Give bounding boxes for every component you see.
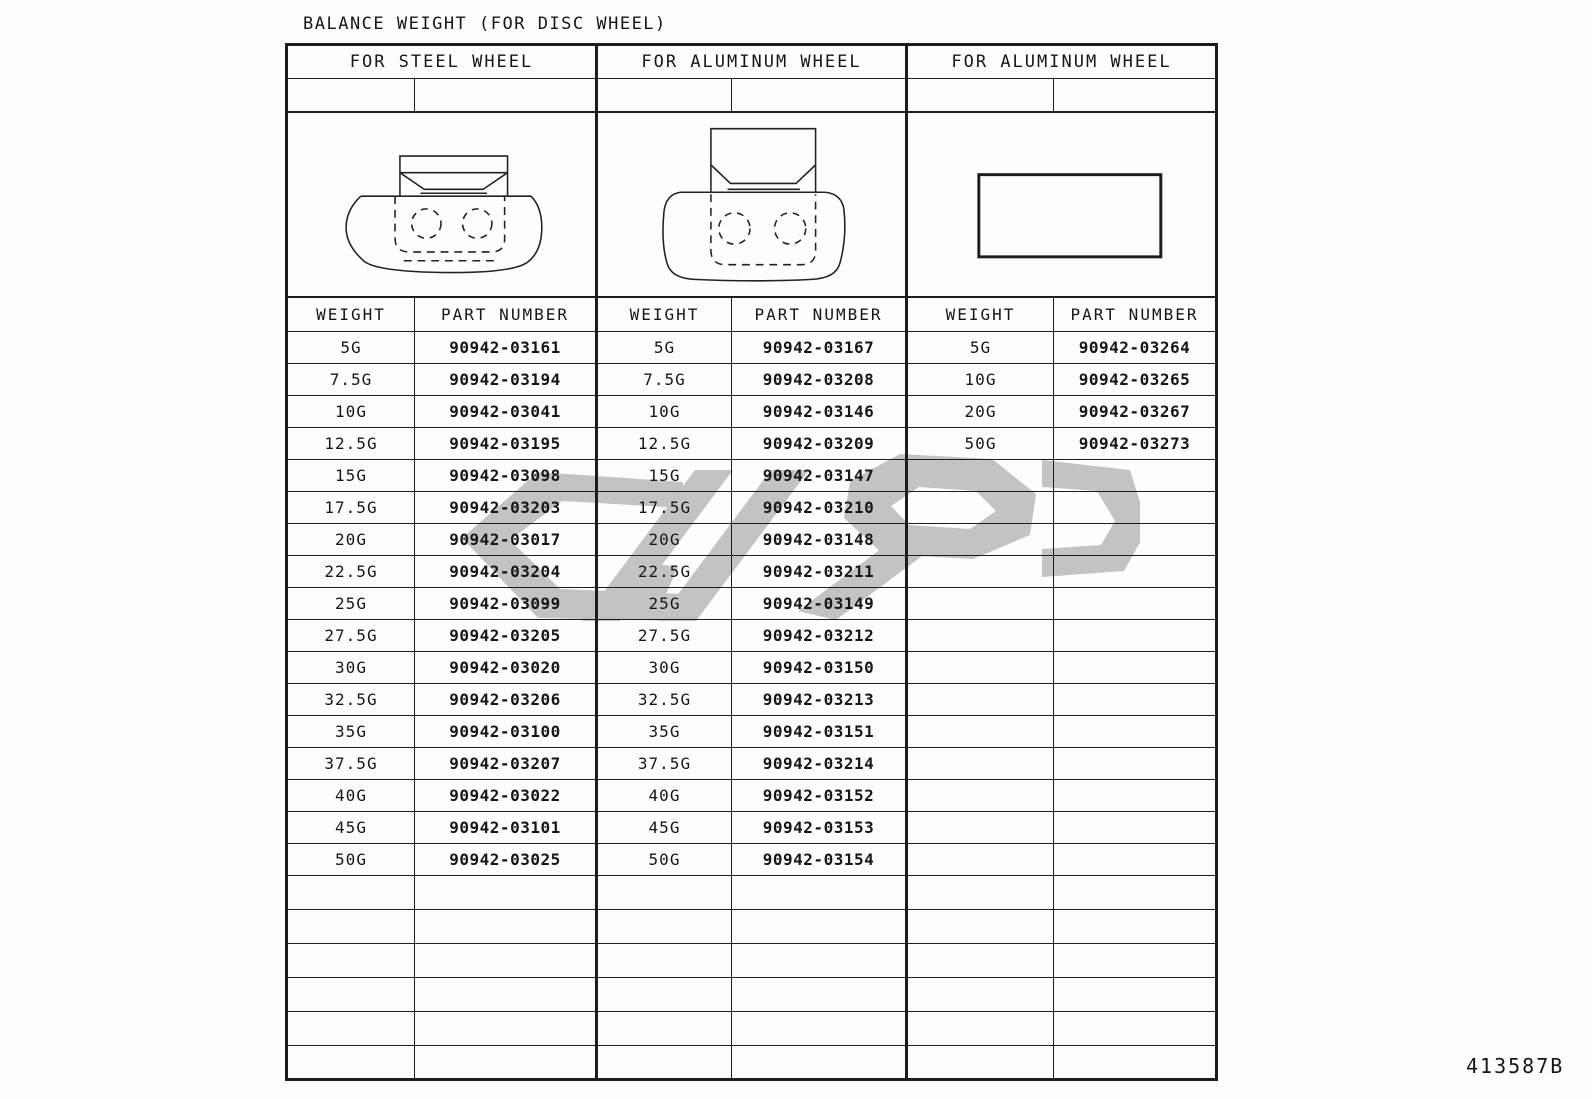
empty-cell — [415, 876, 597, 910]
table-row — [287, 556, 1217, 588]
empty-cell — [1054, 944, 1217, 978]
table-row — [287, 524, 1217, 556]
spacer-cell — [597, 79, 732, 112]
part-number-cell: 90942-03151 — [732, 716, 907, 748]
part-number-cell — [1054, 780, 1217, 812]
empty-cell — [597, 876, 732, 910]
empty-cell — [287, 978, 415, 1012]
empty-cell — [597, 1012, 732, 1046]
group-header-aluminum-wheel-1: FOR ALUMINUM WHEEL — [597, 45, 907, 79]
empty-cell — [597, 978, 732, 1012]
empty-cell — [732, 944, 907, 978]
part-number-cell: 90942-03204 — [415, 556, 597, 588]
empty-cell — [907, 978, 1054, 1012]
part-number-cell: 90942-03194 — [415, 364, 597, 396]
group-header-row — [287, 45, 1217, 79]
part-number-cell: 90942-03022 — [415, 780, 597, 812]
part-number-cell: 90942-03150 — [732, 652, 907, 684]
weight-cell: 40G — [597, 780, 732, 812]
table-row — [287, 364, 1217, 396]
group-header-aluminum-wheel-2: FOR ALUMINUM WHEEL — [907, 45, 1217, 79]
weight-cell — [907, 588, 1054, 620]
weight-cell: 32.5G — [597, 684, 732, 716]
part-number-cell: 90942-03152 — [732, 780, 907, 812]
table-body-section — [287, 332, 1217, 876]
part-number-cell: 90942-03100 — [415, 716, 597, 748]
weight-cell — [907, 812, 1054, 844]
illustration-row — [287, 112, 1217, 297]
part-number-cell — [1054, 844, 1217, 876]
empty-cell — [907, 1012, 1054, 1046]
weight-cell: 35G — [287, 716, 415, 748]
part-number-cell: 90942-03211 — [732, 556, 907, 588]
weight-cell: 12.5G — [597, 428, 732, 460]
spacer-cell — [732, 79, 907, 112]
part-number-cell: 90942-03206 — [415, 684, 597, 716]
empty-cell — [1054, 1012, 1217, 1046]
empty-cell — [287, 1046, 415, 1080]
adhesive-weight-drawing — [907, 112, 1217, 297]
part-number-cell: 90942-03147 — [732, 460, 907, 492]
part-number-cell — [1054, 556, 1217, 588]
part-number-cell: 90942-03265 — [1054, 364, 1217, 396]
weight-cell — [907, 716, 1054, 748]
spacer-cell — [907, 79, 1054, 112]
weight-cell: 10G — [597, 396, 732, 428]
empty-cell — [597, 910, 732, 944]
weight-cell: 30G — [287, 652, 415, 684]
table-row — [287, 716, 1217, 748]
col-header-weight: WEIGHT — [287, 297, 415, 332]
weight-cell: 27.5G — [287, 620, 415, 652]
part-number-cell: 90942-03041 — [415, 396, 597, 428]
weight-cell — [907, 684, 1054, 716]
empty-cell — [1054, 1046, 1217, 1080]
col-header-part-number: PART NUMBER — [415, 297, 597, 332]
weight-cell — [907, 556, 1054, 588]
empty-cell — [1054, 876, 1217, 910]
table-row — [287, 492, 1217, 524]
table-row — [287, 620, 1217, 652]
part-number-cell: 90942-03167 — [732, 332, 907, 364]
empty-cell — [415, 978, 597, 1012]
table-row — [287, 652, 1217, 684]
col-header-part-number: PART NUMBER — [732, 297, 907, 332]
column-header-row — [287, 297, 1217, 332]
balance-weight-table — [285, 43, 1218, 1081]
empty-table-row — [287, 978, 1217, 1012]
weight-cell: 22.5G — [287, 556, 415, 588]
weight-cell: 7.5G — [597, 364, 732, 396]
table-row — [287, 748, 1217, 780]
weight-cell: 12.5G — [287, 428, 415, 460]
weight-cell: 10G — [907, 364, 1054, 396]
weight-cell: 15G — [287, 460, 415, 492]
table-row — [287, 428, 1217, 460]
empty-cell — [732, 876, 907, 910]
col-header-part-number: PART NUMBER — [1054, 297, 1217, 332]
weight-cell: 45G — [287, 812, 415, 844]
table-row — [287, 396, 1217, 428]
spacer-cell — [287, 79, 415, 112]
weight-cell: 32.5G — [287, 684, 415, 716]
empty-table-row — [287, 944, 1217, 978]
part-number-cell: 90942-03025 — [415, 844, 597, 876]
part-number-cell: 90942-03214 — [732, 748, 907, 780]
empty-cell — [415, 910, 597, 944]
col-header-weight: WEIGHT — [907, 297, 1054, 332]
weight-cell: 50G — [907, 428, 1054, 460]
part-number-cell: 90942-03212 — [732, 620, 907, 652]
part-number-cell: 90942-03203 — [415, 492, 597, 524]
part-number-cell: 90942-03195 — [415, 428, 597, 460]
empty-table-row — [287, 1012, 1217, 1046]
part-number-cell: 90942-03101 — [415, 812, 597, 844]
part-number-cell: 90942-03099 — [415, 588, 597, 620]
weight-cell — [907, 652, 1054, 684]
weight-cell: 35G — [597, 716, 732, 748]
weight-cell: 22.5G — [597, 556, 732, 588]
weight-cell: 17.5G — [287, 492, 415, 524]
steel-wheel-weight-drawing — [287, 112, 597, 297]
part-number-cell: 90942-03020 — [415, 652, 597, 684]
aluminum-wheel-weight-drawing — [597, 112, 907, 297]
part-number-cell — [1054, 524, 1217, 556]
spacer-cell — [1054, 79, 1217, 112]
part-number-cell — [1054, 716, 1217, 748]
part-number-cell: 90942-03161 — [415, 332, 597, 364]
part-number-cell — [1054, 460, 1217, 492]
part-number-cell: 90942-03208 — [732, 364, 907, 396]
part-number-cell: 90942-03153 — [732, 812, 907, 844]
part-number-cell: 90942-03205 — [415, 620, 597, 652]
part-number-cell — [1054, 588, 1217, 620]
weight-cell: 25G — [597, 588, 732, 620]
weight-cell: 37.5G — [597, 748, 732, 780]
part-number-cell: 90942-03207 — [415, 748, 597, 780]
weight-cell: 25G — [287, 588, 415, 620]
part-number-cell: 90942-03213 — [732, 684, 907, 716]
weight-cell: 37.5G — [287, 748, 415, 780]
table-row — [287, 812, 1217, 844]
empty-cell — [415, 1012, 597, 1046]
empty-table-row — [287, 1046, 1217, 1080]
part-number-cell: 90942-03209 — [732, 428, 907, 460]
part-number-cell: 90942-03098 — [415, 460, 597, 492]
part-number-cell: 90942-03210 — [732, 492, 907, 524]
weight-cell — [907, 460, 1054, 492]
weight-cell — [907, 620, 1054, 652]
empty-cell — [907, 876, 1054, 910]
part-number-cell — [1054, 620, 1217, 652]
empty-cell — [1054, 978, 1217, 1012]
part-number-cell: 90942-03264 — [1054, 332, 1217, 364]
table-row — [287, 460, 1217, 492]
empty-cell — [415, 944, 597, 978]
part-number-cell: 90942-03267 — [1054, 396, 1217, 428]
weight-cell: 7.5G — [287, 364, 415, 396]
empty-cell — [907, 944, 1054, 978]
part-number-cell — [1054, 748, 1217, 780]
empty-cell — [287, 876, 415, 910]
empty-cell — [732, 978, 907, 1012]
part-number-cell: 90942-03273 — [1054, 428, 1217, 460]
part-number-cell — [1054, 652, 1217, 684]
empty-cell — [287, 910, 415, 944]
empty-cell — [1054, 910, 1217, 944]
empty-cell — [287, 944, 415, 978]
table-filler-section — [287, 876, 1217, 1080]
weight-cell: 5G — [597, 332, 732, 364]
group-header-steel-wheel: FOR STEEL WHEEL — [287, 45, 597, 79]
weight-cell — [907, 780, 1054, 812]
figure-number: 413587B — [1466, 1054, 1565, 1078]
empty-cell — [732, 910, 907, 944]
weight-cell: 27.5G — [597, 620, 732, 652]
weight-cell: 20G — [597, 524, 732, 556]
weight-cell: 30G — [597, 652, 732, 684]
part-number-cell — [1054, 812, 1217, 844]
weight-cell: 5G — [907, 332, 1054, 364]
weight-cell: 50G — [287, 844, 415, 876]
part-number-cell: 90942-03146 — [732, 396, 907, 428]
table-row — [287, 780, 1217, 812]
weight-cell: 50G — [597, 844, 732, 876]
part-number-cell: 90942-03149 — [732, 588, 907, 620]
weight-cell — [907, 748, 1054, 780]
page-title: BALANCE WEIGHT (FOR DISC WHEEL) — [303, 14, 667, 34]
weight-cell: 40G — [287, 780, 415, 812]
table-row — [287, 684, 1217, 716]
part-number-cell: 90942-03154 — [732, 844, 907, 876]
weight-cell: 10G — [287, 396, 415, 428]
spacer-row — [287, 79, 1217, 112]
weight-cell — [907, 844, 1054, 876]
table-row — [287, 844, 1217, 876]
table-row — [287, 588, 1217, 620]
spacer-cell — [415, 79, 597, 112]
weight-cell — [907, 524, 1054, 556]
weight-cell: 45G — [597, 812, 732, 844]
table-head-section — [287, 45, 1217, 332]
empty-cell — [597, 1046, 732, 1080]
weight-cell: 17.5G — [597, 492, 732, 524]
part-number-cell — [1054, 492, 1217, 524]
empty-cell — [907, 1046, 1054, 1080]
empty-table-row — [287, 876, 1217, 910]
empty-cell — [732, 1046, 907, 1080]
empty-cell — [287, 1012, 415, 1046]
empty-cell — [732, 1012, 907, 1046]
part-number-cell — [1054, 684, 1217, 716]
empty-cell — [907, 910, 1054, 944]
weight-cell — [907, 492, 1054, 524]
part-number-cell: 90942-03148 — [732, 524, 907, 556]
empty-cell — [415, 1046, 597, 1080]
part-number-cell: 90942-03017 — [415, 524, 597, 556]
table-row — [287, 332, 1217, 364]
weight-cell: 20G — [287, 524, 415, 556]
weight-cell: 15G — [597, 460, 732, 492]
weight-cell: 5G — [287, 332, 415, 364]
weight-cell: 20G — [907, 396, 1054, 428]
empty-cell — [597, 944, 732, 978]
col-header-weight: WEIGHT — [597, 297, 732, 332]
empty-table-row — [287, 910, 1217, 944]
